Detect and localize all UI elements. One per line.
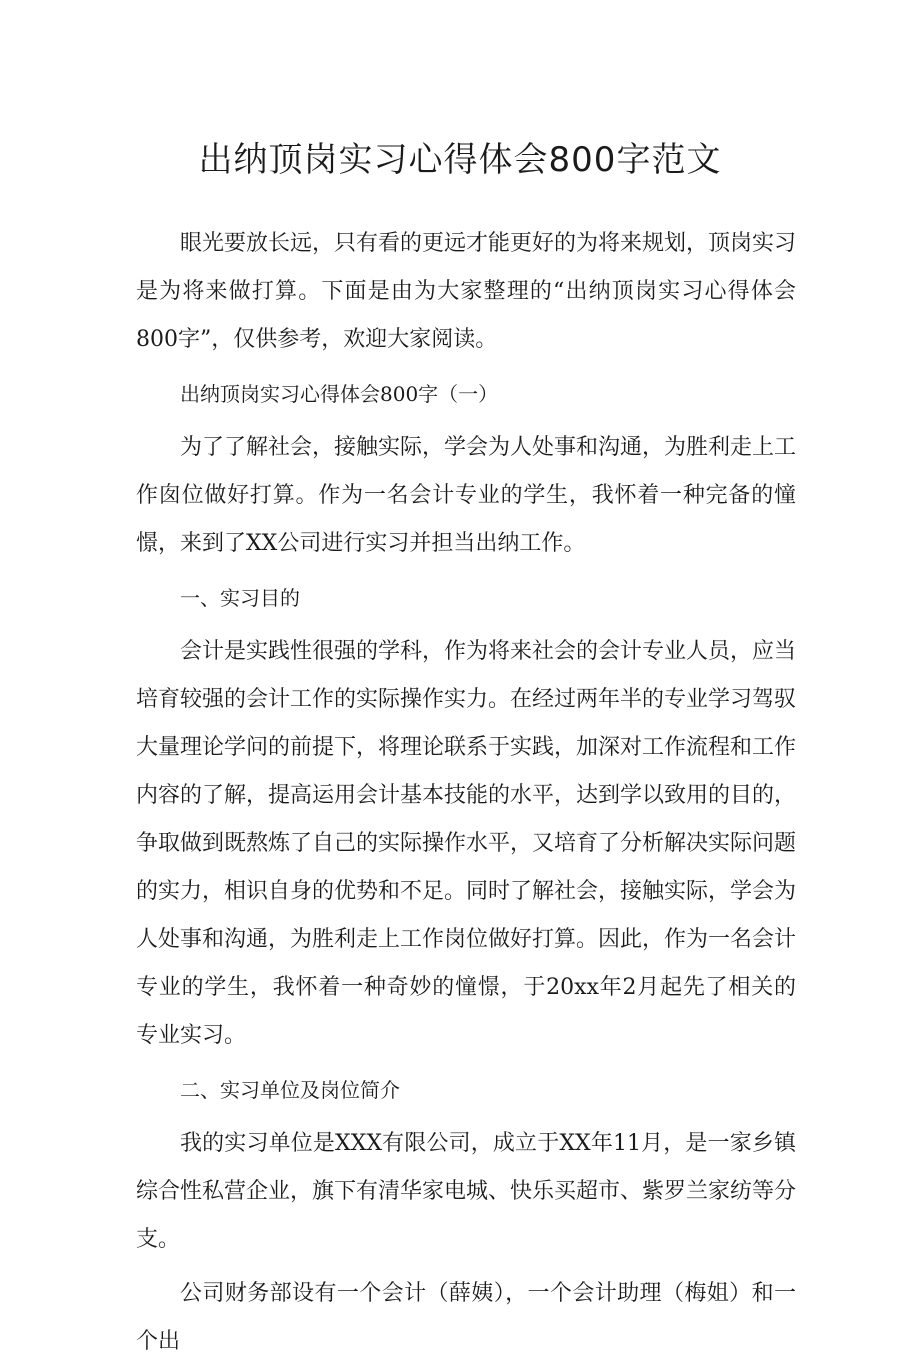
section-heading-purpose: 一、实习目的 [180,586,300,610]
intro-paragraph: 眼光要放长远，只有看的更远才能更好的为将来规划，顶岗实习是为将来做打算。下面是由为大家整理的“出纳顶岗实习心得体会800字”，仅供参考，欢迎大家阅读。 [136,231,797,352]
body-paragraph: 会计是实践性很强的学科，作为将来社会的会计专业人员，应当培育较强的会计工作的实际操作实力。在经过两年半的专业学习驾驭大量理论学问的前提下，将理论联系于实践，加深对工作流程和工作内容的了解，提高运用会计基本技能的水平，达到学以致用的目的，争取做到既熬炼了自己的实际操作水平，又培育了分析解决实际问题的实力，相识自身的优势和不足。同时了解社会，接触实际，学会为人处事和沟通，为胜利走上工作岗位做好打算。因此，作为一名会计专业的学生，我怀着一种奇妙的憧憬，于20xx年2月起先了相关的专业实习。 [136,639,797,1048]
section-heading-part-one: 出纳顶岗实习心得体会800字（一） [180,382,499,406]
body-paragraph: 公司财务部设有一个会计（薛姨），一个会计助理（梅姐）和一个出 [136,1281,796,1354]
document-title: 出纳顶岗实习心得体会800字范文 [198,140,722,180]
document-body [136,220,796,1372]
body-paragraph: 我的实习单位是XXX有限公司，成立于XX年11月，是一家乡镇综合性私营企业，旗下有清华家电城、快乐买超市、紫罗兰家纺等分支。 [136,1131,797,1252]
section-heading-unit: 二、实习单位及岗位简介 [180,1078,400,1102]
body-paragraph: 为了了解社会，接触实际，学会为人处事和沟通，为胜利走上工作囱位做好打算。作为一名会计专业的学生，我怀着一种完备的憧憬，来到了XX公司进行实习并担当出纳工作。 [136,435,797,556]
